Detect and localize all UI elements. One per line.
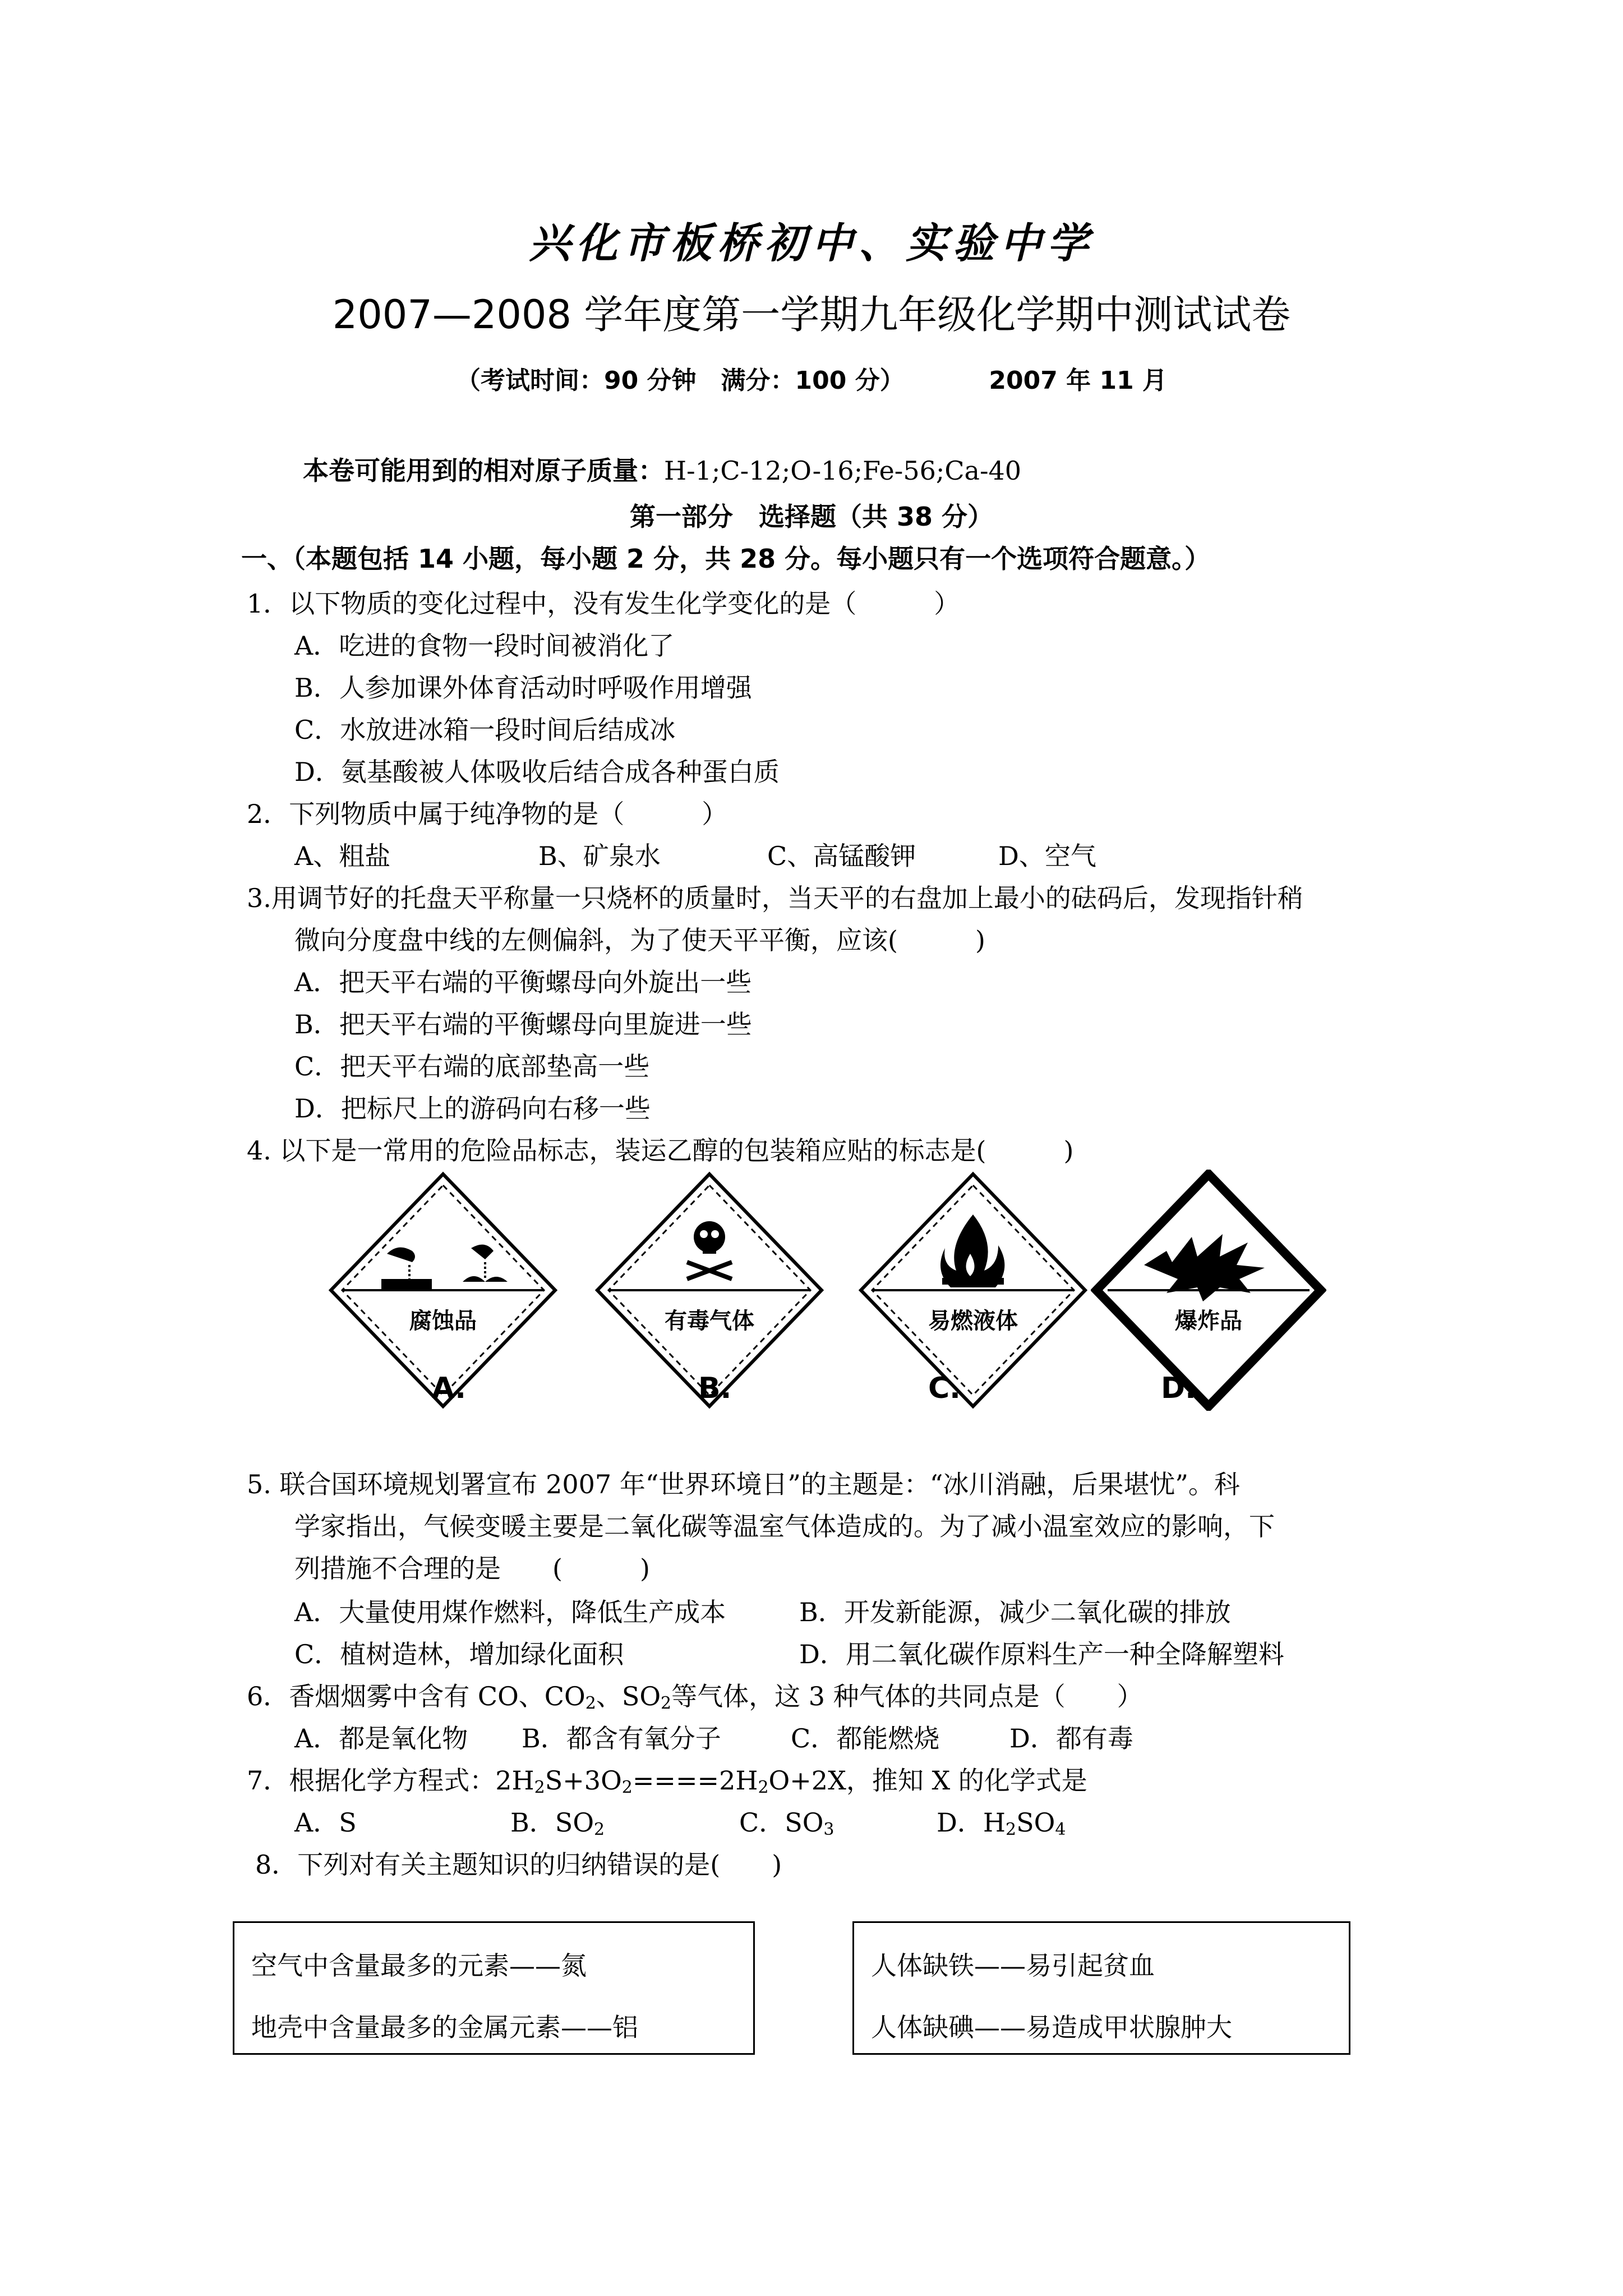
part-title: 第一部分 选择题（共 38 分） [629,501,994,532]
sign-letter-c: C. [928,1372,961,1405]
q8-box-left [233,1921,755,2055]
sign-letter-a: A. [432,1372,466,1405]
q8-stem: 8．下列对有关主题知识的归纳错误的是( ) [255,1849,782,1880]
q7-option-b: B．$SO_2$ [510,1807,605,1839]
q1-option-a: A．吃进的食物一段时间被消化了 [294,631,675,661]
q7-stem: 7．根据化学方程式：$2H_2S+3O_2====2H_2O+2X$，推知 X 的化学式是 [247,1765,1087,1797]
q6-option-d: D．都有毒 [1009,1723,1133,1754]
q8-box-left-line1: 空气中含量最多的元素——氮 [251,1950,587,1981]
q6-option-a: A．都是氧化物 [294,1723,468,1754]
sign-label-corrosive: 腐蚀品 [409,1308,477,1334]
q2-stem: 2．下列物质中属于纯净物的是（ ） [247,799,728,829]
q1-option-c: C．水放进冰箱一段时间后结成冰 [294,715,676,745]
q8-box-right [852,1921,1350,2055]
q5-option-b: B．开发新能源，减少二氧化碳的排放 [799,1597,1231,1627]
atomic-mass-values: H-1;C-12;O-16;Fe-56;Ca-40 [664,455,1022,486]
q8-box-right-line2: 人体缺碘——易造成甲状腺肿大 [871,2012,1232,2042]
q5-option-c: C．植树造林，增加绿化面积 [294,1639,624,1669]
atomic-mass-line [303,450,1021,487]
q1-option-b: B．人参加课外体育活动时呼吸作用增强 [294,673,752,703]
q5-option-d: D．用二氧化碳作原料生产一种全降解塑料 [799,1639,1284,1669]
sign-letter-b: B. [698,1372,732,1405]
sign-label-toxic-gas: 有毒气体 [665,1308,754,1334]
hazard-sign-explosive [1091,1170,1326,1411]
sign-letter-d: D. [1161,1372,1196,1405]
q5-stem-cont: 学家指出，气候变暖主要是二氧化碳等温室气体造成的。为了减小温室效应的影响，下 [294,1511,1275,1542]
q6-stem: 6．香烟烟雾中含有 CO、$CO_2$、$SO_2$等气体，这 3 种气体的共同点是（ ） [247,1681,1143,1713]
q8-box-left-line2: 地壳中含量最多的金属元素——铝 [251,2012,638,2042]
q5-stem: 5. 联合国环境规划署宣布 2007 年“世界环境日”的主题是：“冰川消融，后果堪忧”。科 [247,1469,1240,1499]
q4-stem: 4. 以下是一常用的危险品标志，装运乙醇的包装箱应贴的标志是( ) [247,1135,1074,1166]
q2-option-b: B、矿泉水 [538,841,661,871]
q1-option-d: D．氨基酸被人体吸收后结合成各种蛋白质 [294,757,780,787]
q3-stem-cont: 微向分度盘中线的左侧偏斜，为了使天平平衡，应该( ) [294,925,985,955]
sign-label-flammable-liquid: 易燃液体 [928,1308,1018,1334]
sign-label-explosive: 爆炸品 [1175,1308,1242,1334]
q6-option-b: B．都含有氧分子 [522,1723,721,1754]
q5-option-a: A．大量使用煤作燃料，降低生产成本 [294,1597,726,1627]
explosion-icon [1091,1170,1326,1411]
q3-stem: 3.用调节好的托盘天平称量一只烧杯的质量时，当天平的右盘加上最小的砝码后，发现指针稍 [247,883,1303,913]
q7-option-a: A．S [294,1807,357,1838]
q3-option-b: B．把天平右端的平衡螺母向里旋进一些 [294,1009,752,1039]
q6-option-c: C．都能燃烧 [791,1723,940,1754]
q5-stem-cont2: 列措施不合理的是 ( ) [294,1553,650,1584]
exam-info: （考试时间：90 分钟 满分：100 分） [455,366,905,395]
section-instructions: 一、（本题包括 14 小题，每小题 2 分，共 28 分。每小题只有一个选项符合题意。） [241,544,1211,574]
q1-stem: 1．以下物质的变化过程中，没有发生化学变化的是（ ） [247,588,960,619]
exam-title: 2007—2008 学年度第一学期九年级化学期中测试试卷 [332,292,1291,338]
exam-meta [0,360,1623,396]
q3-option-c: C．把天平右端的底部垫高一些 [294,1051,650,1082]
q2-option-d: D、空气 [998,841,1096,871]
atomic-mass-label: 本卷可能用到的相对原子质量： [303,455,664,486]
exam-date: 2007 年 11 月 [989,366,1168,395]
q3-option-a: A．把天平右端的平衡螺母向外旋出一些 [294,967,752,997]
hazard-sign-flammable-liquid [855,1170,1091,1411]
q8-box-right-line1: 人体缺铁——易引起贫血 [871,1950,1155,1981]
q2-option-a: A、粗盐 [294,841,391,871]
q7-option-d: D．$H_2SO_4$ [937,1807,1066,1839]
flame-icon [855,1170,1091,1411]
q7-option-c: C．$SO_3$ [739,1807,834,1839]
q3-option-d: D．把标尺上的游码向右移一些 [294,1093,651,1124]
school-name: 兴化市板桥初中、实验中学 [529,219,1094,268]
q2-option-c: C、高锰酸钾 [767,841,916,871]
